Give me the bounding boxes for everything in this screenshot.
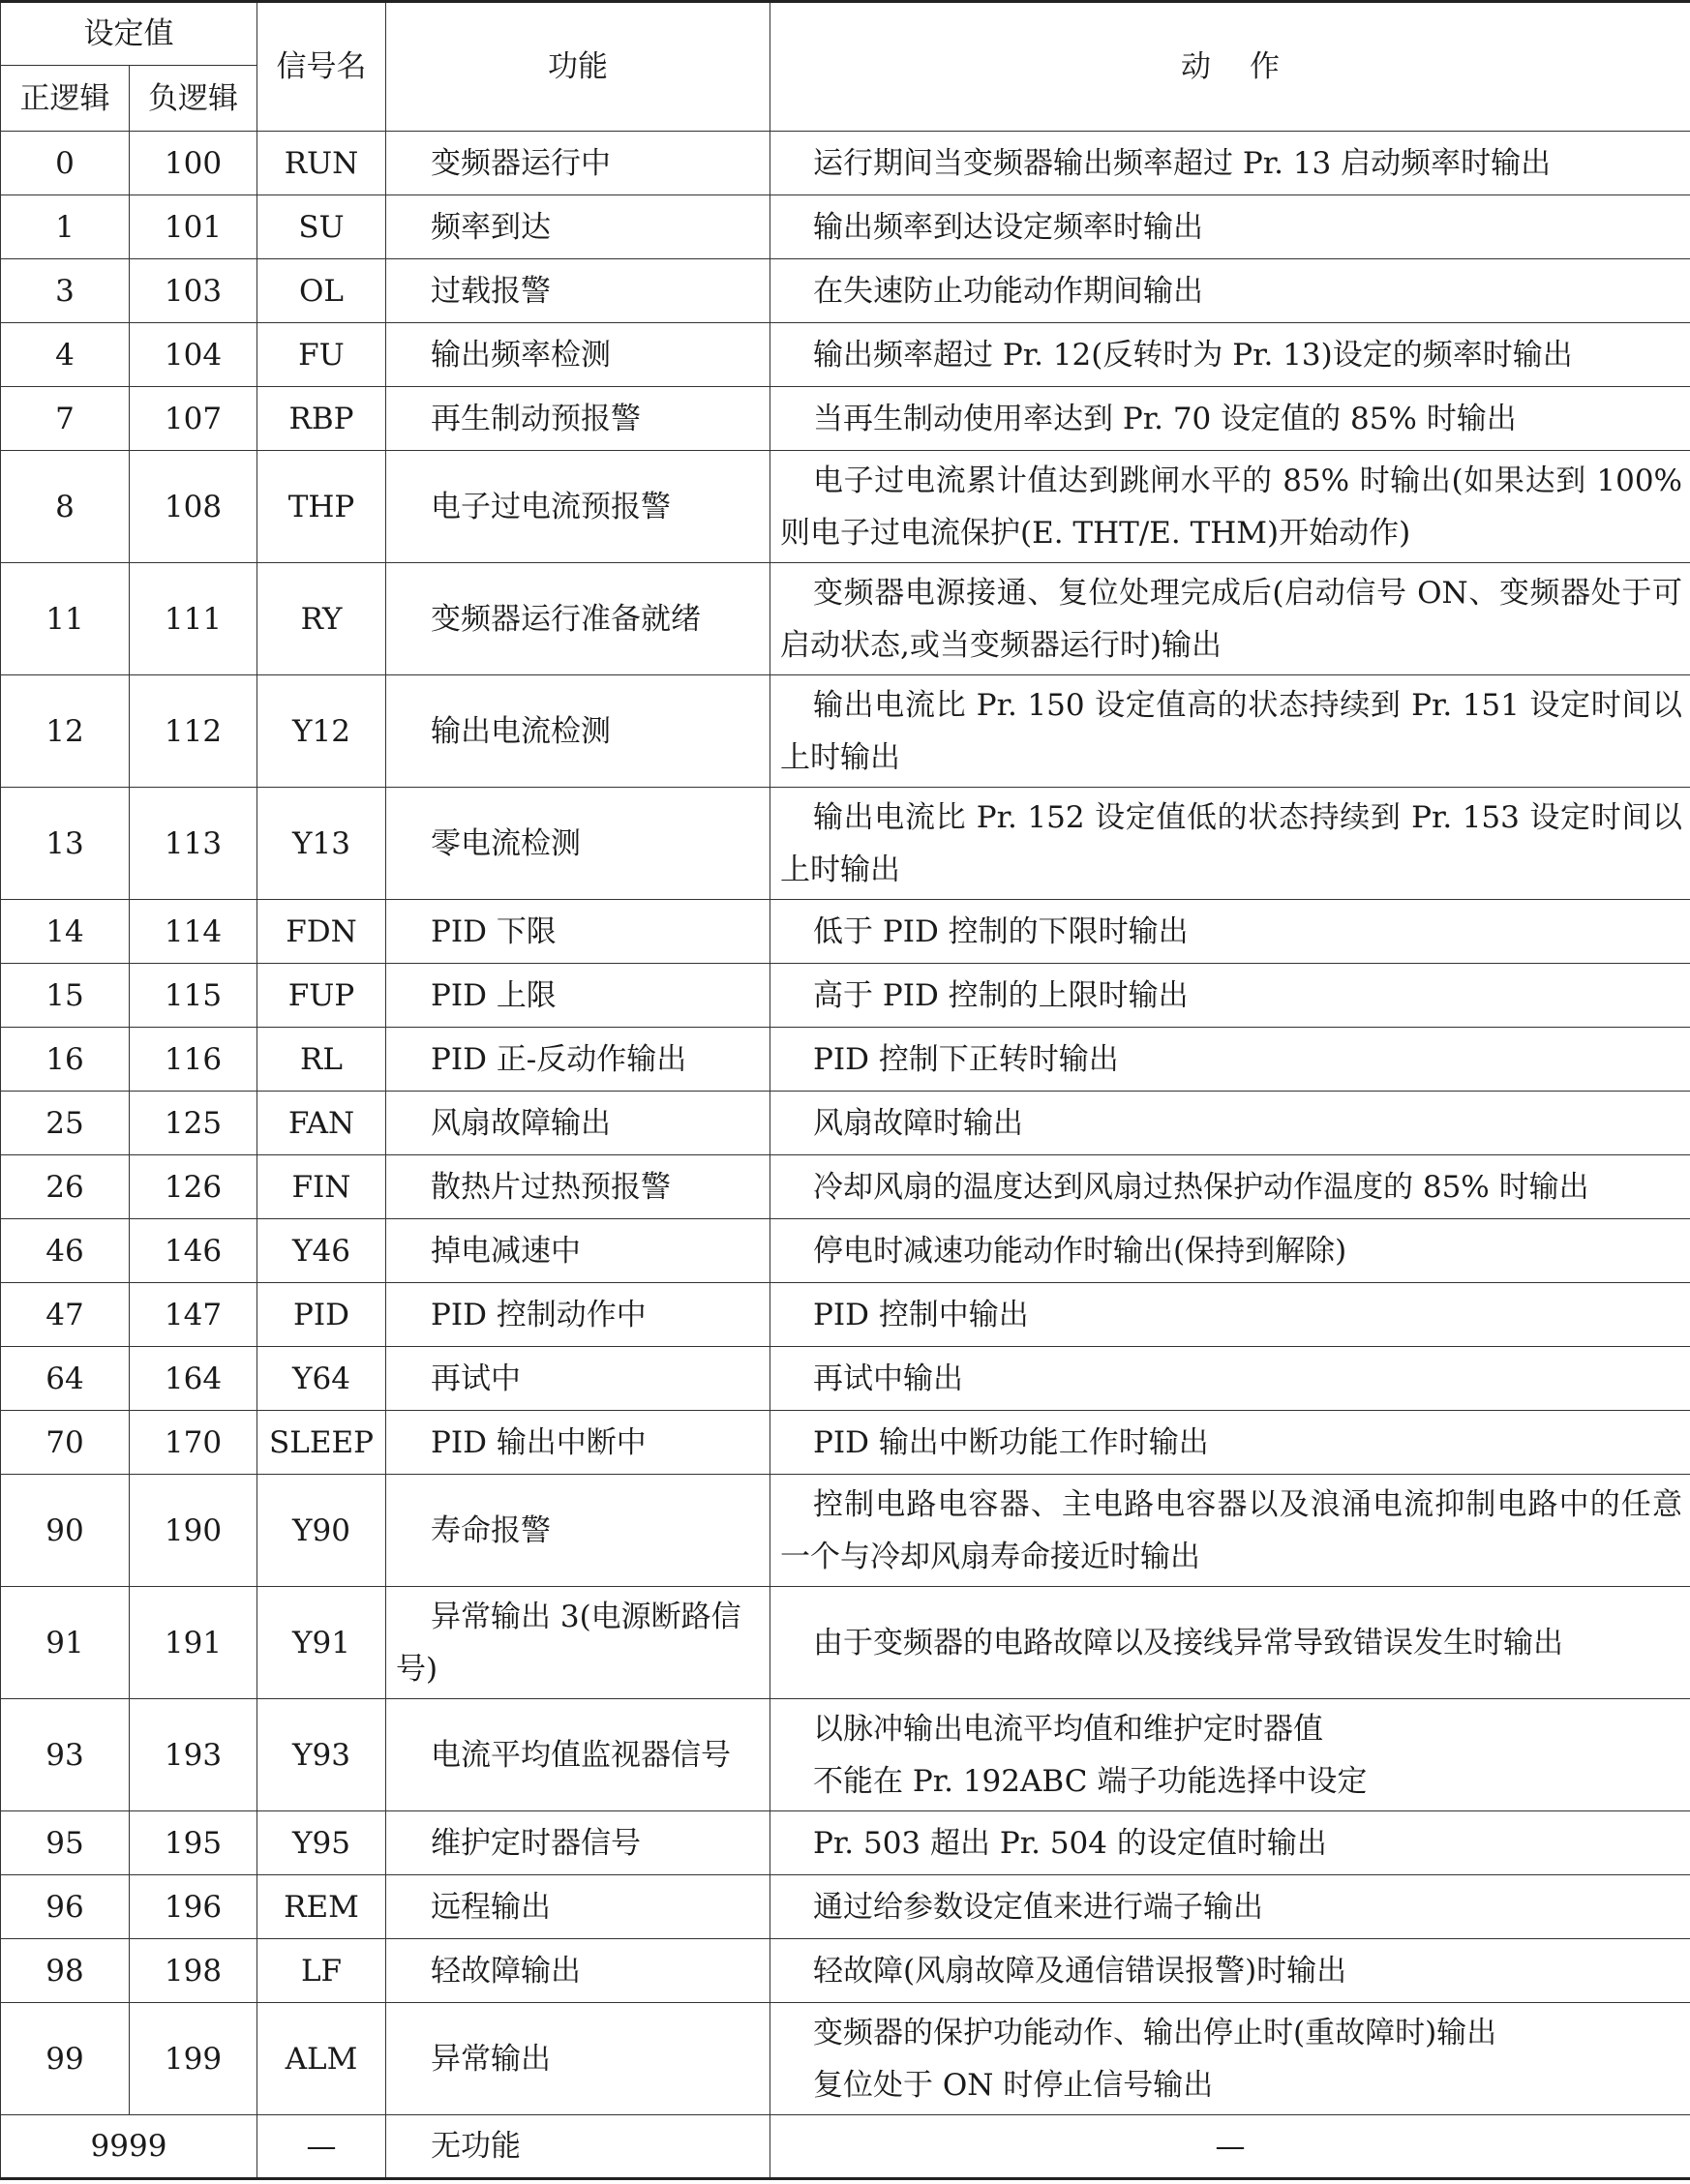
table-body xyxy=(1,132,1690,2179)
table-row xyxy=(1,900,1690,964)
action-line: 以脉冲输出电流平均值和维护定时器值 xyxy=(813,1711,1323,1747)
negative-logic-cell: 100 xyxy=(130,132,257,195)
positive-logic-cell: 70 xyxy=(1,1411,130,1475)
function-cell: 电子过电流预报警 xyxy=(386,451,770,563)
action-line: 复位处于 ON 时停止信号输出 xyxy=(813,2067,1214,2103)
positive-logic-cell: 98 xyxy=(1,1939,130,2003)
action-cell: 输出频率到达设定频率时输出 xyxy=(770,195,1690,259)
action-cell: 高于 PID 控制的上限时输出 xyxy=(770,964,1690,1028)
signal-name-cell: SLEEP xyxy=(257,1411,386,1475)
table-row xyxy=(1,1155,1690,1219)
signal-name-cell: RBP xyxy=(257,387,386,451)
table-row xyxy=(1,1811,1690,1875)
signal-name-cell: FUP xyxy=(257,964,386,1028)
positive-logic-cell: 26 xyxy=(1,1155,130,1219)
function-cell: PID 输出中断中 xyxy=(386,1411,770,1475)
function-cell: 频率到达 xyxy=(386,195,770,259)
negative-logic-cell: 104 xyxy=(130,323,257,387)
positive-logic-cell: 0 xyxy=(1,132,130,195)
positive-logic-cell: 96 xyxy=(1,1875,130,1939)
table-row xyxy=(1,563,1690,675)
function-cell: 无功能 xyxy=(386,2115,770,2179)
negative-logic-cell: 108 xyxy=(130,451,257,563)
signal-name-cell: Y91 xyxy=(257,1587,386,1699)
negative-logic-cell: 114 xyxy=(130,900,257,964)
negative-logic-cell: 101 xyxy=(130,195,257,259)
table-row xyxy=(1,1699,1690,1811)
negative-logic-cell: 190 xyxy=(130,1475,257,1587)
action-cell: 风扇故障时输出 xyxy=(770,1092,1690,1155)
table-row xyxy=(1,1475,1690,1587)
negative-logic-cell: 191 xyxy=(130,1587,257,1699)
positive-logic-cell: 64 xyxy=(1,1347,130,1411)
signal-name-cell: FIN xyxy=(257,1155,386,1219)
negative-logic-cell: 107 xyxy=(130,387,257,451)
header-setting-value: 设定值 xyxy=(1,2,257,66)
action-cell: — xyxy=(770,2115,1690,2179)
negative-logic-cell: 199 xyxy=(130,2003,257,2115)
function-cell: 再试中 xyxy=(386,1347,770,1411)
signal-name-cell: THP xyxy=(257,451,386,563)
signal-name-cell: REM xyxy=(257,1875,386,1939)
function-cell: 风扇故障输出 xyxy=(386,1092,770,1155)
action-cell: 变频器电源接通、复位处理完成后(启动信号 ON、变频器处于可启动状态,或当变频器运行时)输出 xyxy=(770,563,1690,675)
function-cell: 远程输出 xyxy=(386,1875,770,1939)
action-cell: PID 控制下正转时输出 xyxy=(770,1028,1690,1092)
function-cell: 输出频率检测 xyxy=(386,323,770,387)
action-cell: 再试中输出 xyxy=(770,1347,1690,1411)
positive-logic-cell: 1 xyxy=(1,195,130,259)
negative-logic-cell: 113 xyxy=(130,788,257,900)
action-cell: 由于变频器的电路故障以及接线异常导致错误发生时输出 xyxy=(770,1587,1690,1699)
action-cell: 当再生制动使用率达到 Pr. 70 设定值的 85% 时输出 xyxy=(770,387,1690,451)
function-cell: 再生制动预报警 xyxy=(386,387,770,451)
negative-logic-cell: 198 xyxy=(130,1939,257,2003)
positive-logic-cell: 90 xyxy=(1,1475,130,1587)
negative-logic-cell: 112 xyxy=(130,675,257,788)
action-cell: 通过给参数设定值来进行端子输出 xyxy=(770,1875,1690,1939)
function-cell: 异常输出 xyxy=(386,2003,770,2115)
function-cell: PID 正-反动作输出 xyxy=(386,1028,770,1092)
positive-logic-cell: 7 xyxy=(1,387,130,451)
table-row xyxy=(1,788,1690,900)
negative-logic-cell: 195 xyxy=(130,1811,257,1875)
signal-name-cell: FU xyxy=(257,323,386,387)
action-cell: 运行期间当变频器输出频率超过 Pr. 13 启动频率时输出 xyxy=(770,132,1690,195)
function-cell: PID 上限 xyxy=(386,964,770,1028)
table-row xyxy=(1,195,1690,259)
action-cell: 低于 PID 控制的下限时输出 xyxy=(770,900,1690,964)
signal-name-cell: — xyxy=(257,2115,386,2179)
positive-logic-cell: 15 xyxy=(1,964,130,1028)
positive-logic-cell: 13 xyxy=(1,788,130,900)
table-row xyxy=(1,132,1690,195)
positive-logic-cell: 46 xyxy=(1,1219,130,1283)
action-cell: Pr. 503 超出 Pr. 504 的设定值时输出 xyxy=(770,1811,1690,1875)
signal-name-cell: Y12 xyxy=(257,675,386,788)
function-cell: 电流平均值监视器信号 xyxy=(386,1699,770,1811)
table-row xyxy=(1,451,1690,563)
negative-logic-cell: 147 xyxy=(130,1283,257,1347)
table-row xyxy=(1,2003,1690,2115)
negative-logic-cell: 125 xyxy=(130,1092,257,1155)
action-cell xyxy=(770,1699,1690,1811)
action-cell: 电子过电流累计值达到跳闸水平的 85% 时输出(如果达到 100% 则电子过电流保护(E. THT/E. THM)开始动作) xyxy=(770,451,1690,563)
function-cell: PID 控制动作中 xyxy=(386,1283,770,1347)
positive-logic-cell: 47 xyxy=(1,1283,130,1347)
function-cell: 寿命报警 xyxy=(386,1475,770,1587)
header-action: 动作 xyxy=(770,2,1690,132)
positive-logic-cell: 11 xyxy=(1,563,130,675)
table-row xyxy=(1,1939,1690,2003)
header-negative-logic: 负逻辑 xyxy=(130,66,257,132)
action-cell: 停电时减速功能动作时输出(保持到解除) xyxy=(770,1219,1690,1283)
function-cell: 轻故障输出 xyxy=(386,1939,770,2003)
table-row-last xyxy=(1,2115,1690,2179)
table-row xyxy=(1,1283,1690,1347)
action-cell xyxy=(770,2003,1690,2115)
signal-name-cell: Y95 xyxy=(257,1811,386,1875)
positive-logic-cell: 3 xyxy=(1,259,130,323)
table-row xyxy=(1,1028,1690,1092)
function-cell: 异常输出 3(电源断路信号) xyxy=(386,1587,770,1699)
negative-logic-cell: 126 xyxy=(130,1155,257,1219)
setting-value-cell: 9999 xyxy=(1,2115,257,2179)
signal-name-cell: Y64 xyxy=(257,1347,386,1411)
signal-name-cell: PID xyxy=(257,1283,386,1347)
signal-name-cell: FAN xyxy=(257,1092,386,1155)
action-cell: PID 控制中输出 xyxy=(770,1283,1690,1347)
negative-logic-cell: 116 xyxy=(130,1028,257,1092)
table-row xyxy=(1,1347,1690,1411)
table-row xyxy=(1,323,1690,387)
negative-logic-cell: 146 xyxy=(130,1219,257,1283)
negative-logic-cell: 115 xyxy=(130,964,257,1028)
table-row xyxy=(1,259,1690,323)
signal-name-cell: RL xyxy=(257,1028,386,1092)
signal-name-cell: SU xyxy=(257,195,386,259)
header-row-1 xyxy=(1,2,1690,66)
signal-name-cell: Y13 xyxy=(257,788,386,900)
function-cell: 变频器运行准备就绪 xyxy=(386,563,770,675)
signal-name-cell: Y93 xyxy=(257,1699,386,1811)
signal-name-cell: LF xyxy=(257,1939,386,2003)
header-function: 功能 xyxy=(386,2,770,132)
positive-logic-cell: 16 xyxy=(1,1028,130,1092)
action-line: 不能在 Pr. 192ABC 端子功能选择中设定 xyxy=(813,1763,1368,1799)
function-cell: PID 下限 xyxy=(386,900,770,964)
signal-name-cell: FDN xyxy=(257,900,386,964)
signal-name-cell: RY xyxy=(257,563,386,675)
function-cell: 变频器运行中 xyxy=(386,132,770,195)
table-row xyxy=(1,1219,1690,1283)
positive-logic-cell: 95 xyxy=(1,1811,130,1875)
signal-name-cell: RUN xyxy=(257,132,386,195)
table-row xyxy=(1,964,1690,1028)
action-cell: PID 输出中断功能工作时输出 xyxy=(770,1411,1690,1475)
action-cell: 输出电流比 Pr. 152 设定值低的状态持续到 Pr. 153 设定时间以上时输出 xyxy=(770,788,1690,900)
signal-name-cell: Y46 xyxy=(257,1219,386,1283)
action-cell: 冷却风扇的温度达到风扇过热保护动作温度的 85% 时输出 xyxy=(770,1155,1690,1219)
negative-logic-cell: 111 xyxy=(130,563,257,675)
negative-logic-cell: 103 xyxy=(130,259,257,323)
table-row xyxy=(1,675,1690,788)
function-cell: 过载报警 xyxy=(386,259,770,323)
action-cell: 控制电路电容器、主电路电容器以及浪涌电流抑制电路中的任意一个与冷却风扇寿命接近时输出 xyxy=(770,1475,1690,1587)
action-line: 变频器的保护功能动作、输出停止时(重故障时)输出 xyxy=(813,2015,1497,2050)
table-row xyxy=(1,1587,1690,1699)
negative-logic-cell: 196 xyxy=(130,1875,257,1939)
signal-name-cell: Y90 xyxy=(257,1475,386,1587)
function-cell: 零电流检测 xyxy=(386,788,770,900)
function-cell: 掉电减速中 xyxy=(386,1219,770,1283)
signal-name-cell: ALM xyxy=(257,2003,386,2115)
action-cell: 输出频率超过 Pr. 12(反转时为 Pr. 13)设定的频率时输出 xyxy=(770,323,1690,387)
action-cell: 轻故障(风扇故障及通信错误报警)时输出 xyxy=(770,1939,1690,2003)
table-row xyxy=(1,1411,1690,1475)
table-row xyxy=(1,1875,1690,1939)
positive-logic-cell: 91 xyxy=(1,1587,130,1699)
function-cell: 维护定时器信号 xyxy=(386,1811,770,1875)
positive-logic-cell: 14 xyxy=(1,900,130,964)
signal-name-cell: OL xyxy=(257,259,386,323)
header-positive-logic: 正逻辑 xyxy=(1,66,130,132)
negative-logic-cell: 170 xyxy=(130,1411,257,1475)
positive-logic-cell: 12 xyxy=(1,675,130,788)
negative-logic-cell: 193 xyxy=(130,1699,257,1811)
negative-logic-cell: 164 xyxy=(130,1347,257,1411)
function-cell: 散热片过热预报警 xyxy=(386,1155,770,1219)
positive-logic-cell: 99 xyxy=(1,2003,130,2115)
header-signal-name: 信号名 xyxy=(257,2,386,132)
positive-logic-cell: 93 xyxy=(1,1699,130,1811)
action-cell: 输出电流比 Pr. 150 设定值高的状态持续到 Pr. 151 设定时间以上时输出 xyxy=(770,675,1690,788)
table-row xyxy=(1,1092,1690,1155)
action-cell: 在失速防止功能动作期间输出 xyxy=(770,259,1690,323)
positive-logic-cell: 25 xyxy=(1,1092,130,1155)
function-cell: 输出电流检测 xyxy=(386,675,770,788)
positive-logic-cell: 4 xyxy=(1,323,130,387)
positive-logic-cell: 8 xyxy=(1,451,130,563)
table-row xyxy=(1,387,1690,451)
